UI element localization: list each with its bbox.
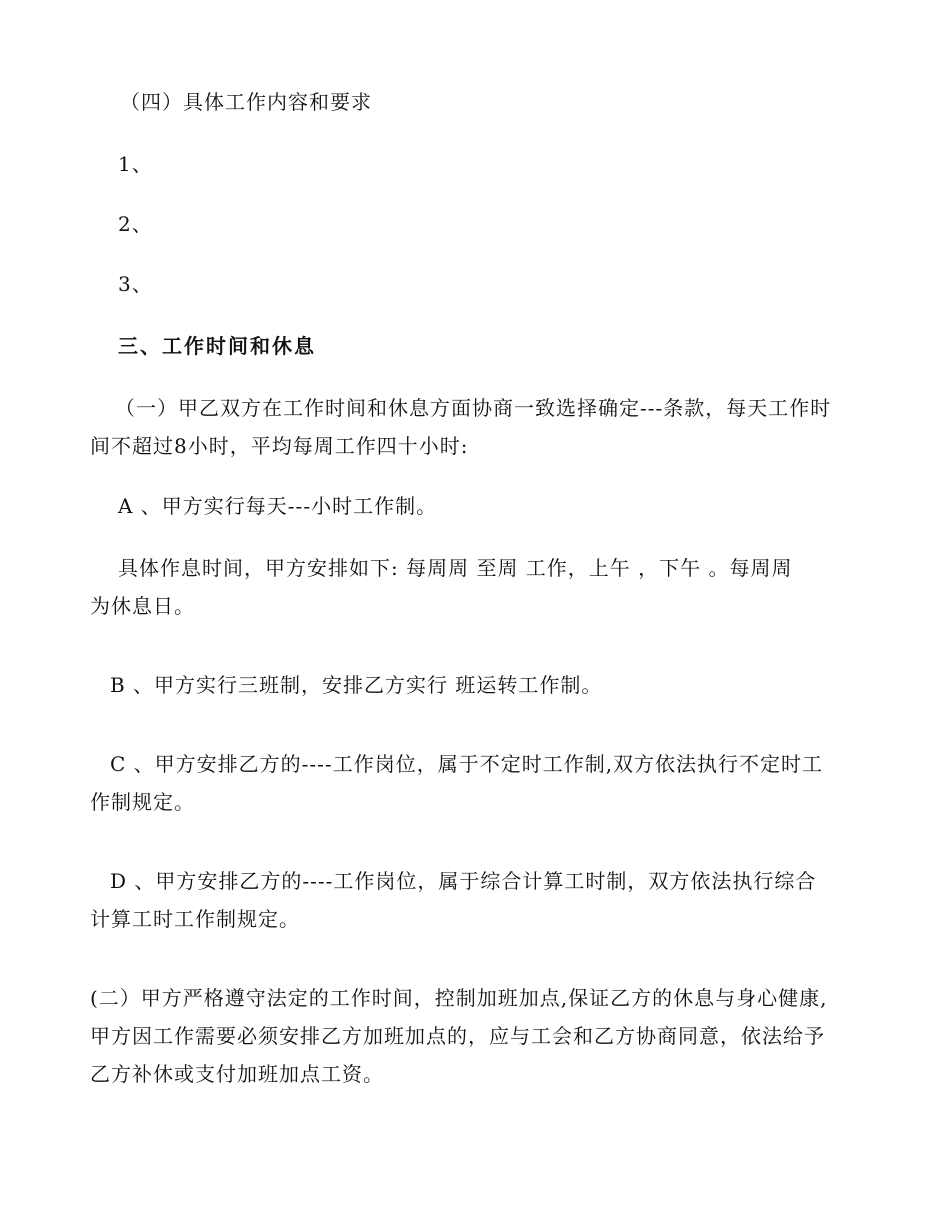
- option-d-line-2: 计算工时工作制规定。: [90, 907, 300, 931]
- paragraph-one-line-1: （一）甲乙双方在工作时间和休息方面协商一致选择确定---条款，每天工作时: [115, 396, 832, 420]
- list-item-2: 2、: [118, 212, 153, 236]
- paragraph-two-line-3: 乙方补休或支付加班加点工资。: [90, 1062, 384, 1086]
- paragraph-two-line-1: (二）甲方严格遵守法定的工作时间，控制加班加点,保证乙方的休息与身心健康,: [90, 986, 828, 1010]
- schedule-line-2: 为休息日。: [90, 594, 195, 618]
- option-d-line-1: D 、甲方安排乙方的----工作岗位，属于综合计算工时制，双方依法执行综合: [110, 869, 817, 893]
- list-item-3: 3、: [118, 272, 153, 296]
- paragraph-two-line-2: 甲方因工作需要必须安排乙方加班加点的，应与工会和乙方协商同意，依法给予: [90, 1024, 825, 1048]
- option-b: B 、甲方实行三班制，安排乙方实行 班运转工作制。: [110, 673, 603, 697]
- list-item-1: 1、: [118, 152, 153, 176]
- section-three-heading: 三、工作时间和休息: [118, 334, 316, 358]
- option-c-line-1: C 、甲方安排乙方的----工作岗位，属于不定时工作制,双方依法执行不定时工: [110, 752, 824, 776]
- option-c-line-2: 作制规定。: [90, 790, 195, 814]
- paragraph-one-line-2: 间不超过8小时，平均每周工作四十小时:: [90, 434, 469, 458]
- option-a: A 、甲方实行每天---小时工作制。: [118, 494, 438, 518]
- section-four-title: （四）具体工作内容和要求: [120, 90, 372, 114]
- schedule-line-1: 具体作息时间，甲方安排如下: 每周周 至周 工作，上午 ，下午 。每周周: [118, 556, 793, 580]
